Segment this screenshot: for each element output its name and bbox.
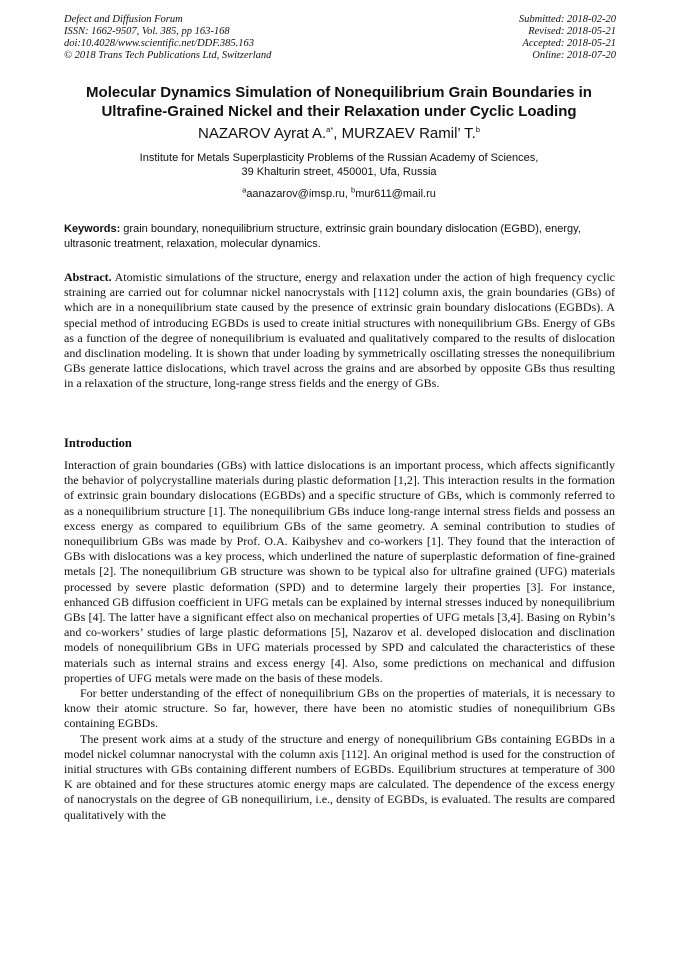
journal-name: Defect and Diffusion Forum bbox=[64, 14, 183, 25]
affiliation-line: Institute for Metals Superplasticity Problems of the Russian Academy of Sciences, bbox=[139, 152, 539, 164]
paragraph: Interaction of grain boundaries (GBs) with lattice dislocations is an important process, which affects significantly the behavior of polycrystalline materials during plastic deformation [1,2]. This interaction results in the formation of extrinsic grain boundary dislocations (EGBDs) and a specific structure of GBs, which is commonly referred to as a nonequilibrium structure [1]. The nonequilibrium GBs induce long-range internal stress fields and possess an excess energy as compared to equilibrium GBs of the same geometry. A seminal contribution to studies of nonequilibrium GBs was made by Prof. O.A. Kaibyshev and co-workers [1]. They found that the interaction of GBs with dislocations was a key process, which underlined the nature of superplastic deformation of fine-grained metals [2]. The nonequilibrium GB structure was shown to be typical also for ultrafine grained (UFG) materials processed by severe plastic deformation (SPD) and to determine largely their properties [3]. For instance, enhanced GB diffusion coefficient in UFG metals can be explained by internal stresses induced by nonequilibrium GBs [4]. The latter have a significant effect also on mechanical properties of UFG metals [3,4]. Basing on Rybin’s and co-workers’ studies of large plastic deformations [5], Nazarov et al. developed dislocation and disclination models of nonequilibrium GBs in UFG materials processed by SPD and calculated the characteristics of these materials such as internal strains and excess energy [4]. Also, some predictions on mechanical and diffusion properties of UFG metals were made on the basis of these models. bbox=[64, 458, 615, 685]
doi[interactable]: doi:10.4028/www.scientific.net/DDF.385.163 bbox=[64, 38, 255, 49]
author-name: MURZAEV Ramil’ T. bbox=[341, 125, 476, 142]
revised-date: Revised: 2018-05-21 bbox=[528, 26, 616, 37]
email-mark: b bbox=[351, 185, 356, 195]
submitted-date: Submitted: 2018-02-20 bbox=[518, 14, 616, 25]
paper-title bbox=[50, 83, 628, 121]
affiliation bbox=[50, 151, 628, 179]
keywords-label: Keywords: bbox=[64, 223, 121, 235]
author-affiliation-mark: a* bbox=[326, 125, 334, 134]
introduction-body bbox=[64, 458, 615, 823]
author-emails bbox=[50, 187, 628, 201]
email-link[interactable]: mur611@mail.ru bbox=[355, 188, 436, 200]
author-name: NAZAROV Ayrat A. bbox=[198, 125, 327, 142]
paragraph: For better understanding of the effect of nonequilibrium GBs on the properties of materials, it is necessary to know their atomic structure. So far, however, there have been no atomistic studies of nonequilibrium GBs containing EGBDs. bbox=[64, 686, 615, 731]
journal-info bbox=[64, 14, 271, 62]
abstract-text: Atomistic simulations of the structure, energy and relaxation under the action of high frequency cyclic straining are carried out for columnar nickel nanocrystals with [112] column axis, the grain boundaries (GBs) of which are in a nonequilibrium state caused by the presence of extrinsic grain boundary dislocations (EGBDs). A special method of introducing EGBDs is used to create initial structures with nonequilibrium GBs. Energy of GBs as a function of the degree of nonequilibrium is evaluated and qualitatively compared to the results of dislocation and disclination modeling. It is shown that under loading by symmetrically oscillating stresses the nonequilibrium GBs generate lattice dislocations, which travel across the grains and are absorbed by opposite GBs thus resulting in a relaxation of the structure, long-range stress fields and the energy of GBs. bbox=[64, 270, 615, 391]
author-affiliation-mark: b bbox=[475, 125, 480, 134]
email-mark: a bbox=[242, 185, 247, 195]
online-date: Online: 2018-07-20 bbox=[532, 50, 616, 61]
abstract bbox=[64, 270, 615, 392]
paragraph: The present work aims at a study of the structure and energy of nonequilibrium GBs containing EGBDs in a model nickel columnar nanocrystal with the column axis [112]. An original method is used for the construction of initial structures with GBs containing different numbers of EGBDs. Equilibrium structures at temperature of 300 K are obtained and for these structures atomic energy maps are calculated. The dependence of the excess energy of nanocrystals on the degree of GB nonequilirium, i.e., density of EGBDs, is evaluated. The results are compared qualitatively with the bbox=[64, 731, 615, 822]
copyright: © 2018 Trans Tech Publications Ltd, Switzerland bbox=[64, 50, 272, 61]
title-line: Molecular Dynamics Simulation of Nonequilibrium Grain Boundaries in bbox=[86, 84, 592, 101]
keywords bbox=[64, 222, 615, 251]
abstract-label: Abstract. bbox=[64, 270, 112, 284]
section-heading: Introduction bbox=[64, 436, 132, 450]
author-separator: , bbox=[333, 125, 342, 142]
title-line: Ultrafine-Grained Nickel and their Relaxation under Cyclic Loading bbox=[101, 103, 577, 120]
dates-info bbox=[519, 14, 616, 62]
authors bbox=[50, 124, 628, 143]
issn-volume: ISSN: 1662-9507, Vol. 385, pp 163-168 bbox=[64, 26, 230, 37]
email-link[interactable]: aanazarov@imsp.ru, bbox=[246, 188, 352, 200]
accepted-date: Accepted: 2018-05-21 bbox=[522, 38, 616, 49]
affiliation-line: 39 Khalturin street, 450001, Ufa, Russia bbox=[241, 166, 437, 178]
keywords-text: grain boundary, nonequilibrium structure, extrinsic grain boundary dislocation (EGBD), energy, ultrasonic treatment, relaxation, molecular dynamics. bbox=[64, 223, 581, 250]
